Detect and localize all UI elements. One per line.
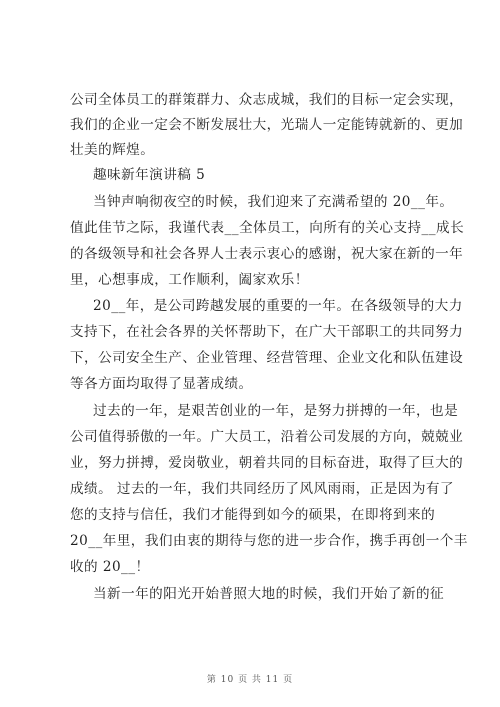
- body-text-line: 过去的一年，是艰苦创业的一年，是努力拼搏的一年，也是: [93, 403, 459, 419]
- body-text-line: 当钟声响彻夜空的时候，我们迎来了充满希望的 20__年。: [93, 194, 454, 210]
- body-text-line: 成绩。 过去的一年，我们共同经历了风风雨雨，正是因为有了: [70, 481, 454, 497]
- body-text-line: 当新一年的阳光开始普照大地的时候，我们开始了新的征: [93, 586, 445, 602]
- body-text-line: 20__年，是公司跨越发展的重要的一年。在各级领导的大力: [93, 298, 463, 314]
- body-text-line: 业，努力拼搏，爱岗敬业，朝着共同的目标奋进，取得了巨大的: [70, 455, 464, 471]
- body-text-line: 等各方面均取得了显著成绩。: [70, 376, 253, 392]
- body-text-line: 里，心想事成，工作顺利，阖家欢乐！: [70, 272, 309, 288]
- body-text-line: 的各级领导和社会各界人士表示衷心的感谢，祝大家在新的一年: [70, 246, 464, 262]
- body-text-line: 公司值得骄傲的一年。广大员工，沿着公司发展的方向，兢兢业: [70, 429, 464, 445]
- body-text-line: 支持下，在社会各界的关怀帮助下，在广大干部职工的共同努力: [70, 324, 464, 340]
- body-text-line: 收的 20__！: [70, 559, 150, 575]
- body-text-line: 值此佳节之际，我谨代表__全体员工，向所有的关心支持__成长: [70, 220, 465, 236]
- page-number-footer: 第 10 页 共 11 页: [206, 675, 294, 685]
- body-text-line: 壮美的辉煌。: [70, 142, 155, 158]
- section-heading: 趣味新年演讲稿 5: [93, 167, 206, 183]
- body-text-line: 20__年里，我们由衷的期待与您的进一步合作，携手再创一个丰: [70, 533, 468, 549]
- body-text-line: 公司全体员工的群策群力、众志成城，我们的目标一定会实现，: [70, 92, 464, 108]
- body-text-line: 我们的企业一定会不断发展壮大，光瑞人一定能铸就新的、更加: [70, 117, 464, 133]
- body-text-line: 您的支持与信任，我们才能得到如今的硕果，在即将到来的: [70, 507, 436, 523]
- body-text-line: 下，公司安全生产、企业管理、经营管理、企业文化和队伍建设: [70, 350, 464, 366]
